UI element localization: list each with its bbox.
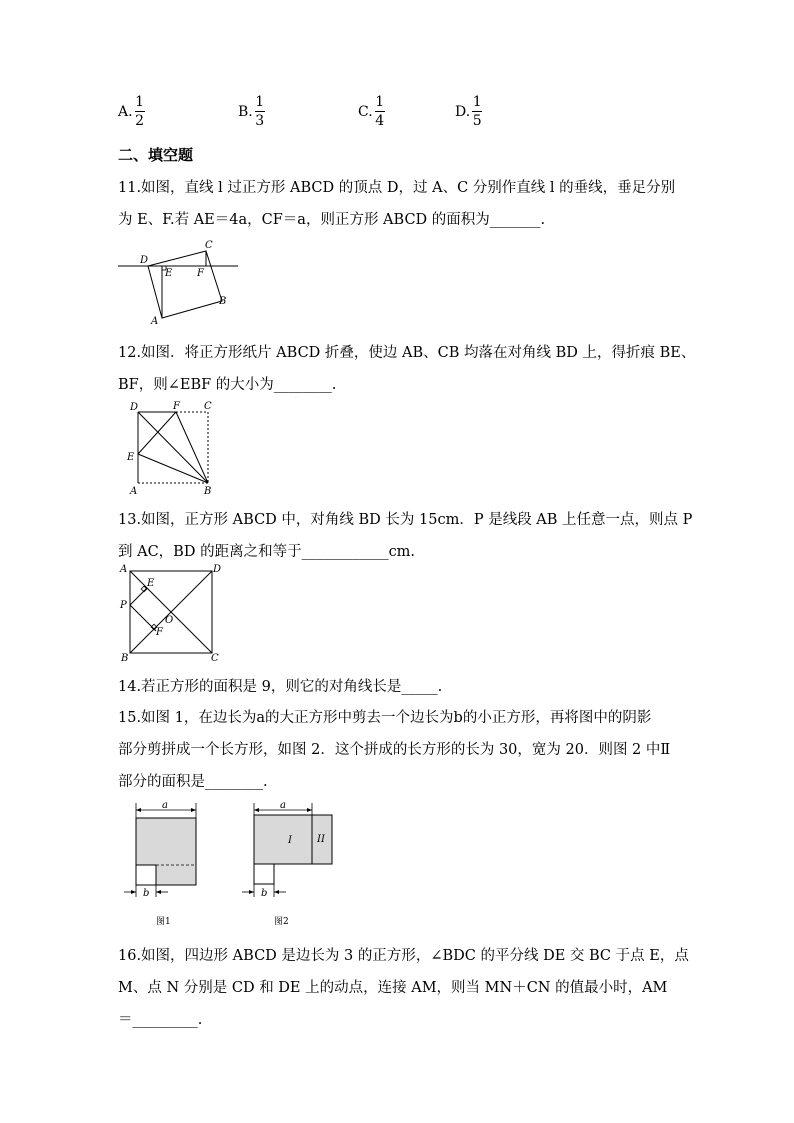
fraction: $\frac{1}{3}$ xyxy=(255,94,265,129)
label-a: A xyxy=(120,564,128,575)
option-b: B. $\frac{1}{3}$ xyxy=(238,94,265,129)
label-a: a xyxy=(162,800,168,811)
label-a: a xyxy=(280,800,286,811)
option-c: C. $\frac{1}{4}$ xyxy=(358,94,385,129)
q12-line2: BF，则∠EBF 的大小为________. xyxy=(118,377,337,393)
label-d: D xyxy=(130,402,139,413)
q13-line1: 13.如图，正方形 ABCD 中，对角线 BD 长为 15cm．P 是线段 AB 上任意一点，则点 P xyxy=(118,512,693,528)
label-e: E xyxy=(165,268,173,279)
label-b: B xyxy=(219,296,227,307)
q15-line2: 部分剪拼成一个长方形，如图 2．这个拼成的长方形的长为 30，宽为 20．则图 2 中Ⅱ xyxy=(118,742,671,758)
fraction: $\frac{1}{5}$ xyxy=(472,94,482,129)
label-b: B xyxy=(204,486,212,497)
option-d: D. $\frac{1}{5}$ xyxy=(455,94,482,129)
q15-figure2 xyxy=(240,800,350,930)
label-ii: II xyxy=(317,834,325,845)
label-a: A xyxy=(151,316,159,327)
fraction: $\frac{1}{2}$ xyxy=(135,94,145,129)
label-c: C xyxy=(205,240,213,251)
figure-caption: 图2 xyxy=(274,917,289,927)
q14-line1: 14.若正方形的面积是 9，则它的对角线长是_____. xyxy=(118,679,443,695)
option-a: A. $\frac{1}{2}$ xyxy=(118,94,145,129)
label-b: b xyxy=(143,888,150,899)
q15-line3: 部分的面积是________. xyxy=(118,774,268,790)
label-d: D xyxy=(140,255,149,266)
section-title: 二、填空题 xyxy=(118,146,194,164)
fraction: $\frac{1}{4}$ xyxy=(375,94,385,129)
label-f: F xyxy=(156,627,163,638)
q13-line2: 到 AC，BD 的距离之和等于____________cm. xyxy=(118,544,416,560)
q11-figure xyxy=(118,238,243,326)
q16-line1: 16.如图，四边形 ABCD 是边长为 3 的正方形，∠BDC 的平分线 DE 交 BC 于点 E，点 xyxy=(118,948,689,964)
label-b: b xyxy=(261,888,268,899)
label-f: F xyxy=(197,268,204,279)
label-c: C xyxy=(211,653,219,664)
label-e: E xyxy=(127,452,135,463)
q15-figure1 xyxy=(118,800,218,930)
q11-line1: 11.如图，直线 l 过正方形 ABCD 的顶点 D，过 A、C 分别作直线 l 的垂线，垂足分别 xyxy=(118,180,676,196)
q13-figure xyxy=(118,563,228,663)
label-c: C xyxy=(204,401,212,412)
label-f: F xyxy=(173,401,180,412)
q16-line3: ＝_________. xyxy=(118,1012,203,1028)
q15-line1: 15.如图 1，在边长为a的大正方形中剪去一个边长为b的小正方形，再将图中的阴影 xyxy=(118,710,652,726)
label-p: P xyxy=(120,600,127,611)
label-o: O xyxy=(165,615,174,626)
q12-line1: 12.如图．将正方形纸片 ABCD 折叠，使边 AB、CB 均落在对角线 BD 上，得折痕 BE、 xyxy=(118,345,696,361)
label-a: A xyxy=(130,486,138,497)
q11-line2: 为 E、F.若 AE＝4a，CF＝a，则正方形 ABCD 的面积为_______. xyxy=(118,212,546,228)
q16-line2: M、点 N 分别是 CD 和 DE 上的动点，连接 AM，则当 MN＋CN 的值最小时，AM xyxy=(118,980,668,996)
q12-figure xyxy=(118,398,218,498)
label-e: E xyxy=(147,578,155,589)
label-b: B xyxy=(121,653,129,664)
label-d: D xyxy=(213,564,222,575)
figure-caption: 图1 xyxy=(156,917,171,927)
label-i: I xyxy=(288,835,292,846)
